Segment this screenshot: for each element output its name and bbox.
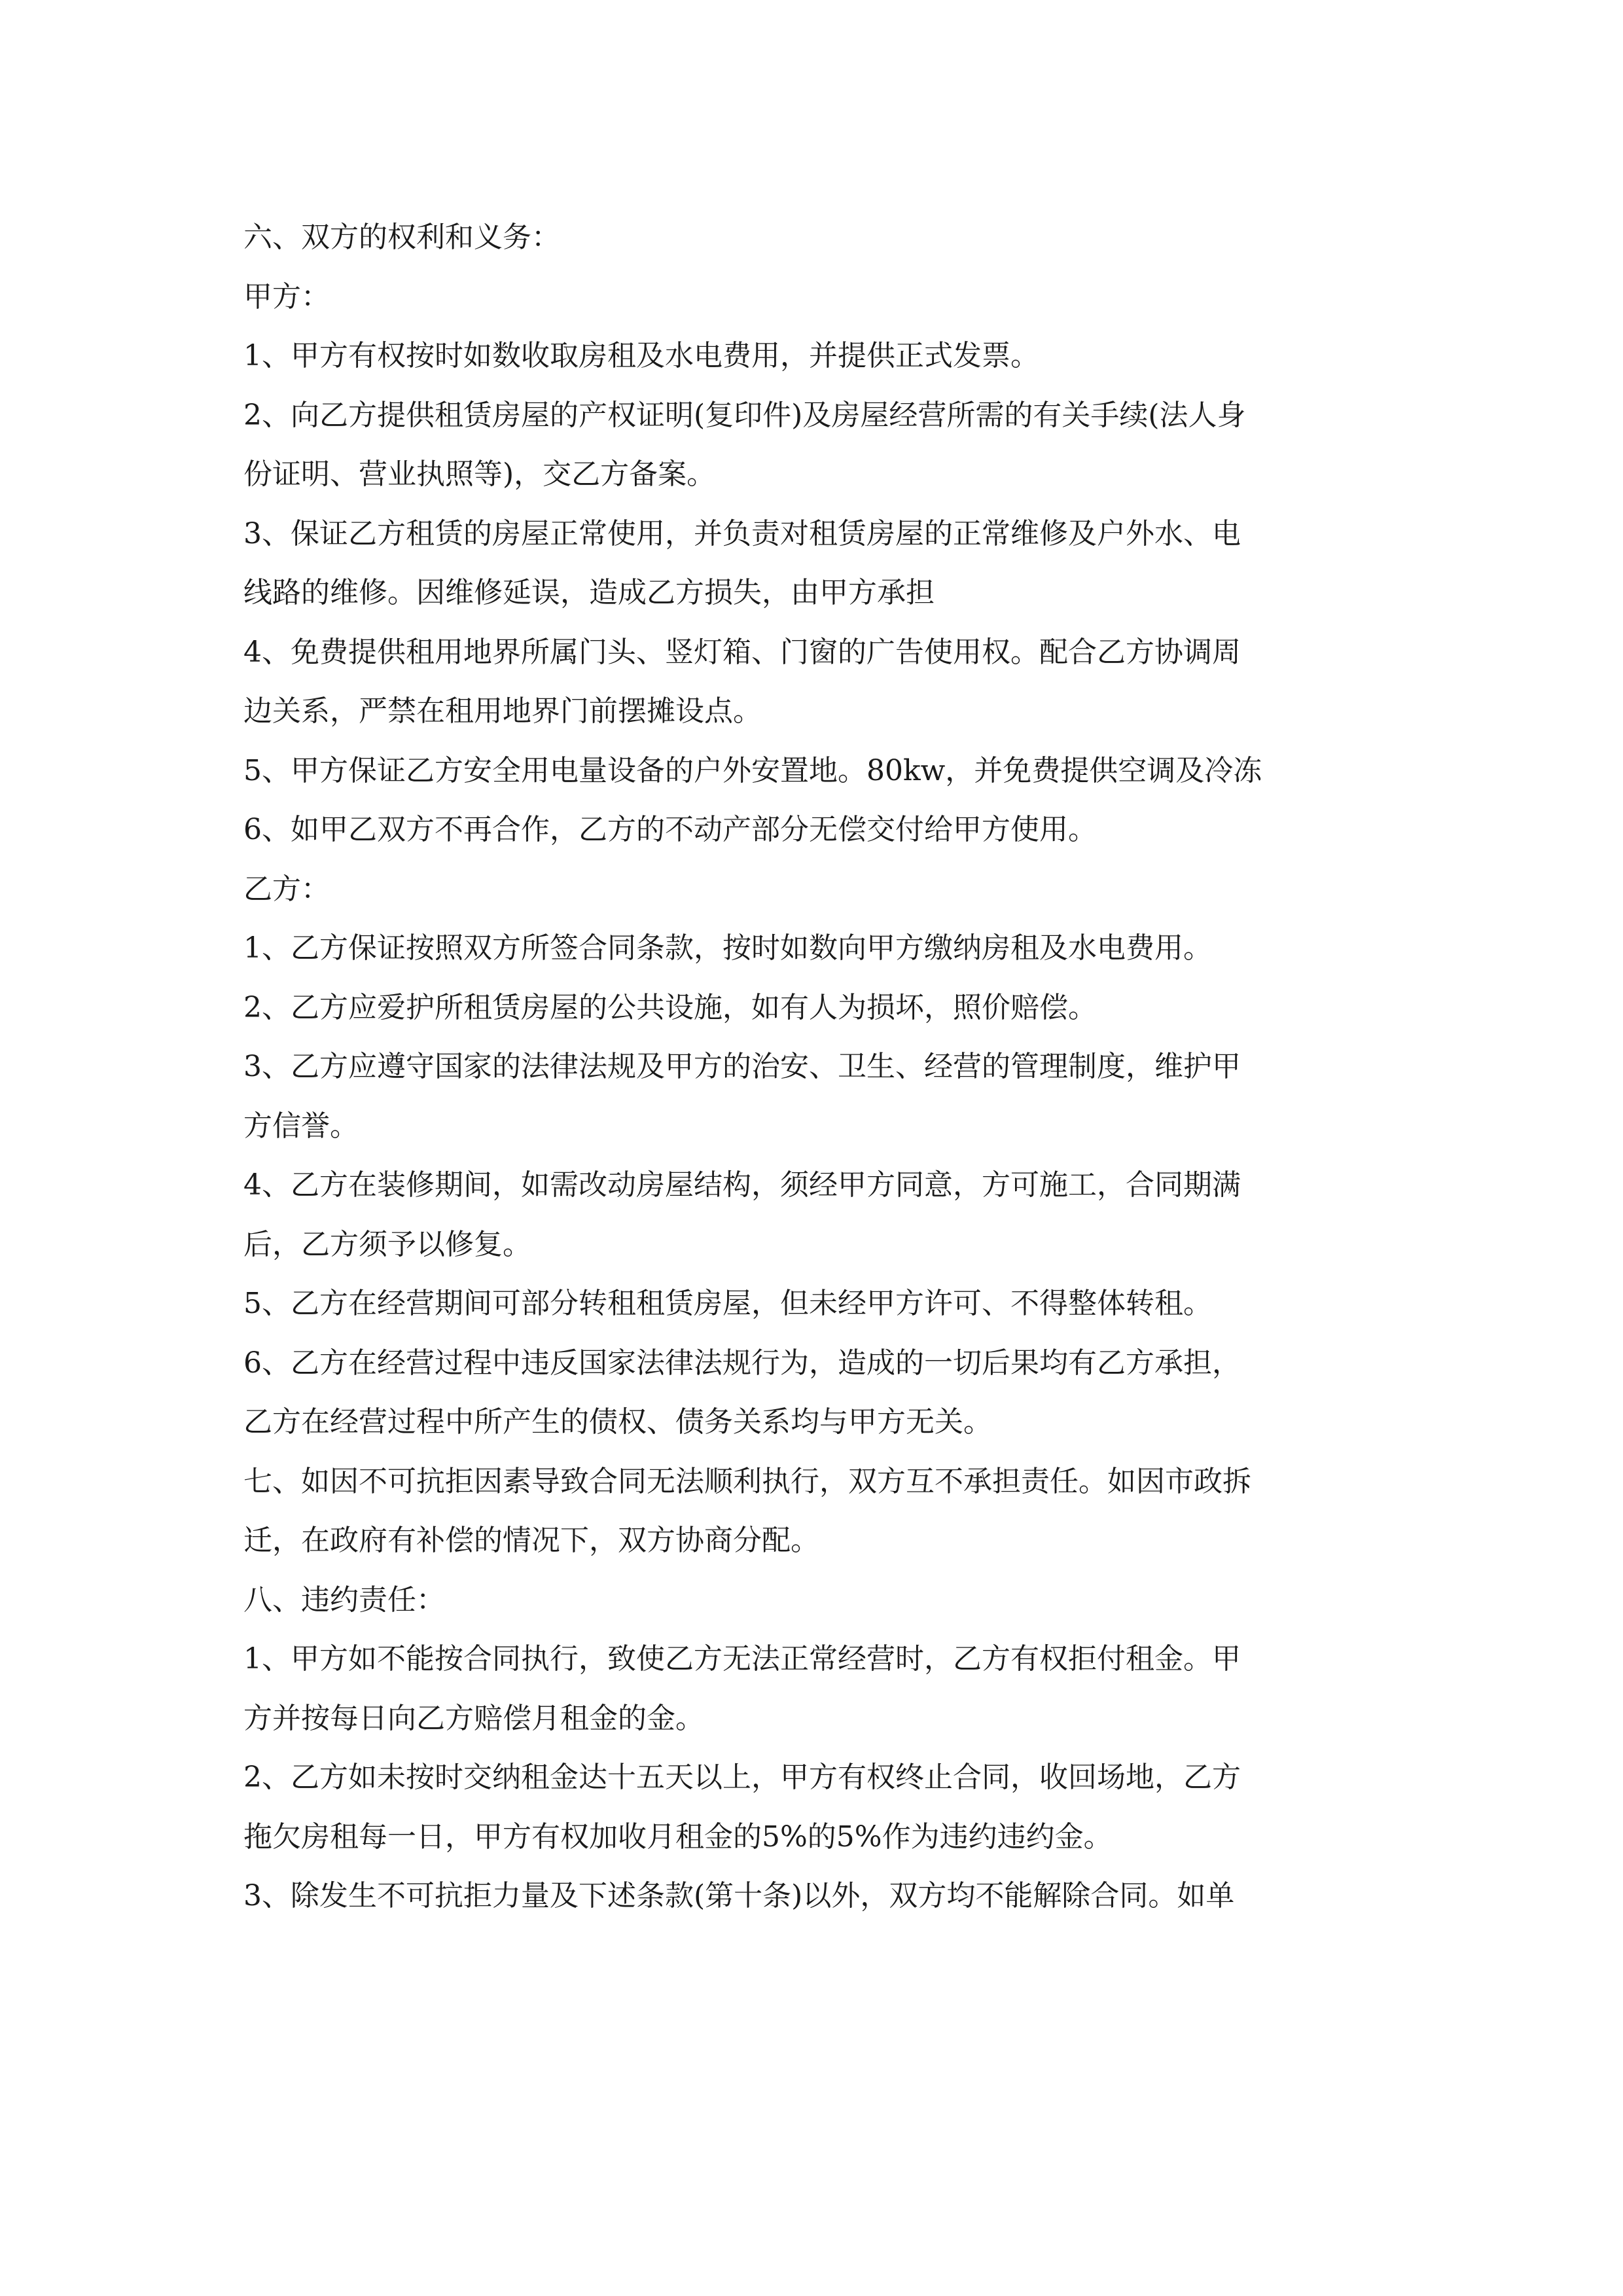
text-line: 线路的维修。因维修延误，造成乙方损失，由甲方承担 [243, 576, 935, 609]
paragraph [243, 1037, 1382, 1156]
text-line: 4、免费提供租用地界所属门头、竖灯箱、门窗的广告使用权。配合乙方协调周 [243, 635, 1241, 669]
paragraph [243, 208, 1382, 268]
text-line: 后，乙方须予以修复。 [243, 1227, 531, 1261]
paragraph [243, 742, 1382, 801]
paragraph [243, 623, 1382, 742]
text-line: 迁，在政府有补偿的情况下，双方协商分配。 [243, 1524, 819, 1557]
text-line: 6、如甲乙双方不再合作，乙方的不动产部分无偿交付给甲方使用。 [243, 813, 1097, 846]
text-line: 1、乙方保证按照双方所签合同条款，按时如数向甲方缴纳房租及水电费用。 [243, 931, 1212, 965]
text-line: 5、乙方在经营期间可部分转租租赁房屋，但未经甲方许可、不得整体转租。 [243, 1287, 1212, 1320]
text-line: 方信誉。 [243, 1109, 359, 1143]
text-line: 方并按每日向乙方赔偿月租金的金。 [243, 1701, 704, 1735]
text-line: 4、乙方在装修期间，如需改动房屋结构，须经甲方同意，方可施工，合同期满 [243, 1168, 1241, 1202]
paragraph [243, 505, 1382, 623]
text-line: 3、保证乙方租赁的房屋正常使用，并负责对租赁房屋的正常维修及户外水、电 [243, 516, 1241, 550]
text-line: 1、甲方有权按时如数收取房租及水电费用，并提供正式发票。 [243, 339, 1039, 372]
text-line: 2、向乙方提供租赁房屋的产权证明(复印件)及房屋经营所需的有关手续(法人身 [243, 398, 1246, 432]
text-line: 6、乙方在经营过程中违反国家法律法规行为，造成的一切后果均有乙方承担， [243, 1346, 1241, 1380]
paragraph [243, 1452, 1382, 1571]
text-line: 3、除发生不可抗拒力量及下述条款(第十条)以外，双方均不能解除合同。如单 [243, 1879, 1235, 1912]
text-line: 拖欠房租每一日，甲方有权加收月租金的5%的5%作为违约违约金。 [243, 1820, 1113, 1854]
text-line: 1、甲方如不能按合同执行，致使乙方无法正常经营时，乙方有权拒付租金。甲 [243, 1642, 1241, 1676]
paragraph [243, 268, 1382, 327]
text-line: 六、双方的权利和义务： [243, 221, 560, 254]
paragraph [243, 1156, 1382, 1274]
paragraph [243, 386, 1382, 505]
paragraph [243, 860, 1382, 920]
text-line: 甲方： [243, 279, 330, 314]
text-line: 2、乙方如未按时交纳租金达十五天以上，甲方有权终止合同，收回场地，乙方 [243, 1761, 1241, 1794]
text-line: 七、如因不可抗拒因素导致合同无法顺利执行，双方互不承担责任。如因市政拆 [243, 1464, 1251, 1498]
text-line: 3、乙方应遵守国家的法律法规及甲方的治安、卫生、经营的管理制度，维护甲 [243, 1050, 1241, 1083]
text-line: 2、乙方应爱护所租赁房屋的公共设施，如有人为损坏，照价赔偿。 [243, 990, 1097, 1024]
paragraph [243, 1867, 1382, 1926]
text-line: 乙方在经营过程中所产生的债权、债务关系均与甲方无关。 [243, 1405, 992, 1439]
paragraph [243, 919, 1382, 978]
text-line: 八、违约责任： [243, 1583, 445, 1617]
text-line: 5、甲方保证乙方安全用电量设备的户外安置地。80kw，并免费提供空调及冷冻 [243, 753, 1262, 787]
paragraph [243, 1630, 1382, 1748]
paragraph [243, 327, 1382, 386]
text-line: 边关系，严禁在租用地界门前摆摊设点。 [243, 694, 762, 728]
text-line: 乙方： [243, 872, 330, 906]
paragraph [243, 1334, 1382, 1452]
paragraph [243, 1274, 1382, 1334]
paragraph [243, 1571, 1382, 1630]
paragraph [243, 800, 1382, 860]
paragraph [243, 1748, 1382, 1867]
text-line: 份证明、营业执照等)，交乙方备案。 [243, 457, 716, 491]
document-body [243, 208, 1382, 1926]
paragraph [243, 978, 1382, 1038]
